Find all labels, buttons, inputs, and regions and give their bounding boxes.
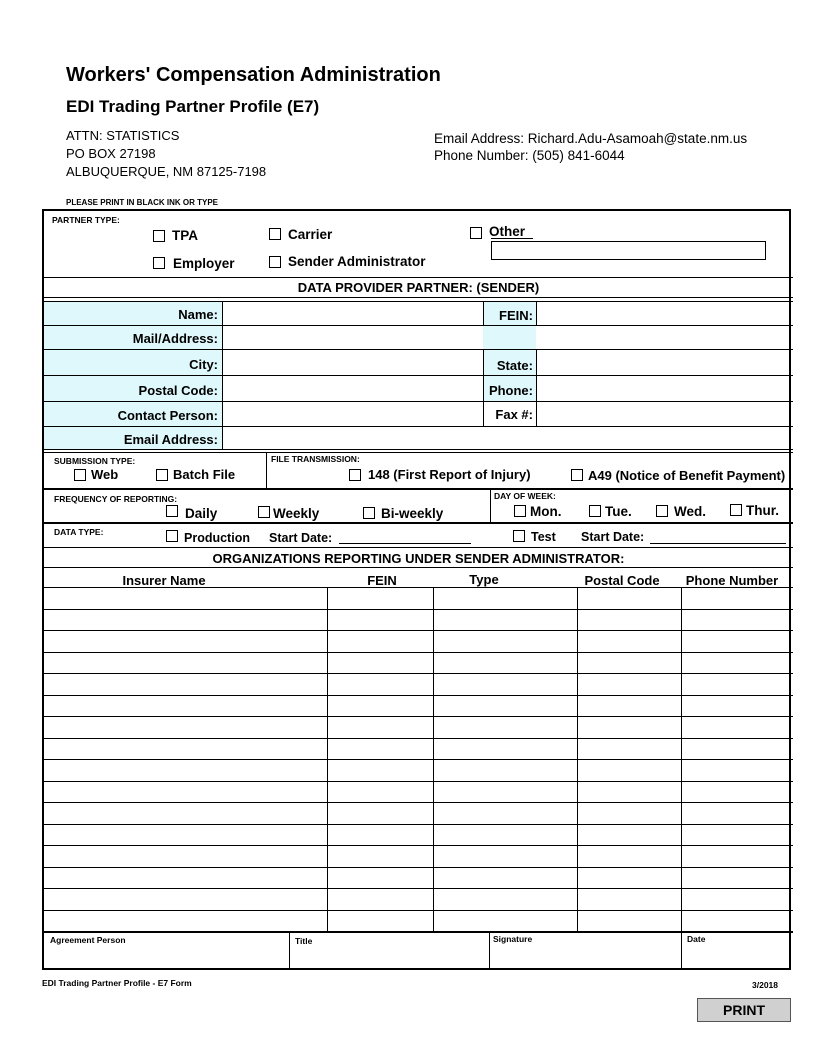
col-fein: FEIN bbox=[367, 573, 397, 588]
checkbox-wed[interactable] bbox=[656, 505, 668, 517]
grid-column-line bbox=[681, 587, 682, 931]
checkbox-thur[interactable] bbox=[730, 504, 742, 516]
grid-column-line bbox=[327, 587, 328, 931]
title-label: Title bbox=[295, 936, 313, 946]
contact-person-input[interactable] bbox=[224, 403, 485, 426]
checkbox-a49[interactable] bbox=[571, 469, 583, 481]
data-type-label: DATA TYPE: bbox=[54, 527, 104, 537]
footer-revision: 3/2018 bbox=[752, 980, 778, 990]
agreement-person-label: Agreement Person bbox=[50, 935, 126, 945]
fein-input[interactable] bbox=[538, 303, 794, 325]
checkbox-148[interactable] bbox=[349, 469, 361, 481]
checkbox-web[interactable] bbox=[74, 469, 86, 481]
footer-form-name: EDI Trading Partner Profile - E7 Form bbox=[42, 978, 192, 988]
grid-column-line bbox=[433, 587, 434, 931]
148-label: 148 (First Report of Injury) bbox=[368, 467, 531, 482]
employer-label: Employer bbox=[173, 256, 235, 271]
col-postal-code: Postal Code bbox=[584, 573, 660, 588]
test-label: Test bbox=[531, 530, 556, 544]
other-label: Other bbox=[489, 224, 526, 239]
test-start-date-input[interactable] bbox=[651, 529, 789, 545]
city-input[interactable] bbox=[224, 351, 485, 375]
sender-administrator-label: Sender Administrator bbox=[288, 254, 426, 269]
partner-type-label: PARTNER TYPE: bbox=[52, 215, 120, 225]
address-line-3: ALBUQUERQUE, NM 87125-7198 bbox=[66, 164, 267, 179]
name-input[interactable] bbox=[224, 303, 485, 325]
col-phone-number: Phone Number bbox=[685, 573, 779, 588]
fein-label: FEIN: bbox=[499, 308, 533, 323]
carrier-label: Carrier bbox=[288, 227, 333, 242]
postal-code-input[interactable] bbox=[224, 377, 485, 401]
print-button[interactable]: PRINT bbox=[697, 998, 791, 1022]
col-type: Type bbox=[469, 572, 499, 587]
col-insurer-name: Insurer Name bbox=[122, 573, 206, 588]
weekly-label: Weekly bbox=[273, 506, 320, 521]
test-start-date-label: Start Date: bbox=[581, 530, 645, 544]
organizations-title: ORGANIZATIONS REPORTING UNDER SENDER ADMINISTRATOR: bbox=[212, 551, 625, 566]
checkbox-test[interactable] bbox=[513, 530, 525, 542]
tpa-label: TPA bbox=[172, 228, 198, 243]
address-line-1: ATTN: STATISTICS bbox=[66, 128, 180, 143]
phone-input[interactable] bbox=[538, 377, 794, 401]
checkbox-other[interactable] bbox=[470, 227, 482, 239]
fax-label: Fax #: bbox=[495, 407, 533, 422]
other-input[interactable] bbox=[491, 241, 766, 260]
thur-label: Thur. bbox=[746, 503, 779, 518]
postal-code-label: Postal Code: bbox=[138, 383, 218, 398]
web-label: Web bbox=[91, 467, 119, 482]
batch-file-label: Batch File bbox=[173, 467, 236, 482]
checkbox-mon[interactable] bbox=[514, 505, 526, 517]
agency-email: Email Address: Richard.Adu-Asamoah@state.nm.us bbox=[434, 131, 748, 146]
mail-address-label: Mail/Address: bbox=[132, 331, 218, 346]
date-label: Date bbox=[687, 934, 706, 944]
form-frame bbox=[42, 209, 791, 970]
form-title: Workers' Compensation Administration bbox=[66, 64, 441, 86]
contact-person-label: Contact Person: bbox=[117, 408, 218, 423]
tue-label: Tue. bbox=[605, 504, 632, 519]
checkbox-employer[interactable] bbox=[153, 257, 165, 269]
other-underline bbox=[491, 238, 533, 239]
mon-label: Mon. bbox=[530, 504, 562, 519]
mail-address-input[interactable] bbox=[224, 327, 794, 349]
data-provider-title: DATA PROVIDER PARTNER: (SENDER) bbox=[297, 280, 540, 295]
checkbox-daily[interactable] bbox=[166, 505, 178, 517]
a49-label: A49 (Notice of Benefit Payment) bbox=[588, 468, 786, 483]
fax-input[interactable] bbox=[538, 403, 794, 426]
production-start-date-input[interactable] bbox=[340, 529, 474, 545]
name-label: Name: bbox=[178, 307, 218, 322]
agency-contact bbox=[434, 130, 747, 164]
production-start-date-label: Start Date: bbox=[269, 531, 333, 545]
print-instruction: PLEASE PRINT IN BLACK INK OR TYPE bbox=[66, 198, 219, 207]
state-label: State: bbox=[496, 358, 533, 373]
form-subtitle: EDI Trading Partner Profile (E7) bbox=[66, 97, 320, 116]
email-address-input[interactable] bbox=[224, 428, 794, 449]
address-line-2: PO BOX 27198 bbox=[66, 146, 156, 161]
checkbox-batch-file[interactable] bbox=[156, 469, 168, 481]
checkbox-carrier[interactable] bbox=[269, 228, 281, 240]
checkbox-tue[interactable] bbox=[589, 505, 601, 517]
signature-label: Signature bbox=[493, 934, 533, 944]
production-label: Production bbox=[184, 531, 250, 545]
checkbox-weekly[interactable] bbox=[258, 506, 270, 518]
submission-type-label: SUBMISSION TYPE: bbox=[54, 456, 136, 466]
checkbox-sender-administrator[interactable] bbox=[269, 256, 281, 268]
checkbox-production[interactable] bbox=[166, 530, 178, 542]
daily-label: Daily bbox=[185, 506, 218, 521]
city-label: City: bbox=[189, 357, 218, 372]
grid-column-line bbox=[577, 587, 578, 931]
phone-label: Phone: bbox=[488, 383, 533, 398]
bi-weekly-label: Bi-weekly bbox=[381, 506, 444, 521]
state-input[interactable] bbox=[538, 351, 794, 375]
frequency-label: FREQUENCY OF REPORTING: bbox=[54, 494, 178, 504]
day-of-week-label: DAY OF WEEK: bbox=[494, 491, 556, 501]
checkbox-bi-weekly[interactable] bbox=[363, 507, 375, 519]
agency-phone: Phone Number: (505) 841-6044 bbox=[434, 148, 625, 163]
mailing-address bbox=[66, 127, 266, 181]
email-address-label: Email Address: bbox=[123, 432, 218, 447]
wed-label: Wed. bbox=[674, 504, 707, 519]
file-transmission-label: FILE TRANSMISSION: bbox=[271, 454, 360, 464]
checkbox-tpa[interactable] bbox=[153, 230, 165, 242]
